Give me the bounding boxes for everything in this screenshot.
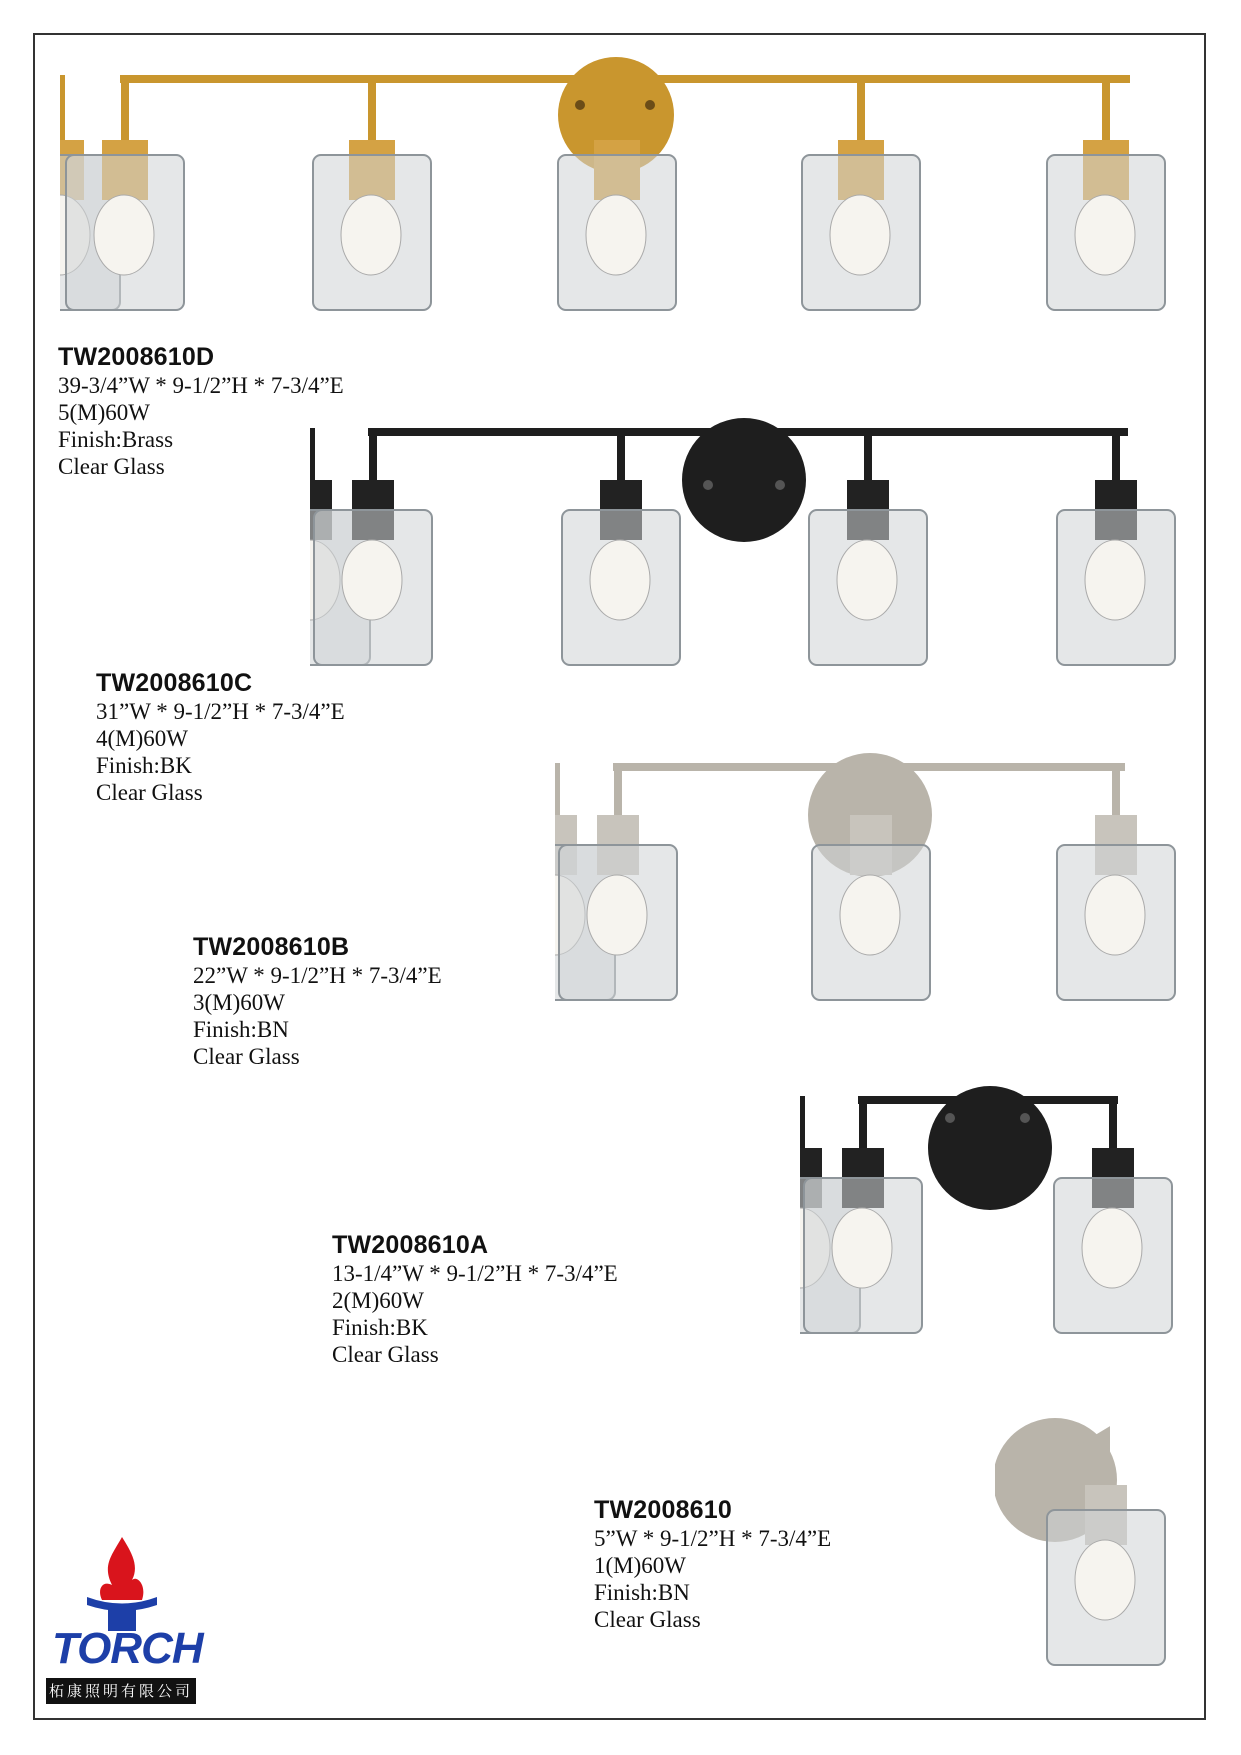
product-dimensions: 13-1/4”W * 9-1/2”H * 7-3/4”E [332, 1261, 618, 1286]
product-model: TW2008610 [594, 1496, 732, 1524]
product-dimensions: 31”W * 9-1/2”H * 7-3/4”E [96, 699, 345, 724]
product-bulbs: 2(M)60W [332, 1288, 424, 1313]
product-dimensions: 39-3/4”W * 9-1/2”H * 7-3/4”E [58, 373, 344, 398]
fixture-image-b [555, 745, 1190, 1005]
product-model: TW2008610D [58, 343, 215, 371]
torch-flame-icon [42, 1535, 202, 1635]
product-spec-b [193, 932, 442, 1070]
product-glass: Clear Glass [332, 1342, 439, 1367]
product-finish: Finish:BN [594, 1580, 690, 1605]
fixture-image-single [995, 1410, 1175, 1670]
product-finish: Finish:BN [193, 1017, 289, 1042]
product-finish: Finish:BK [96, 753, 192, 778]
product-glass: Clear Glass [58, 454, 165, 479]
product-model: TW2008610B [193, 933, 350, 961]
product-glass: Clear Glass [193, 1044, 300, 1069]
logo-company-name: 柘康照明有限公司 [46, 1678, 196, 1704]
product-bulbs: 4(M)60W [96, 726, 188, 751]
fixture-image-d [60, 55, 1190, 315]
product-dimensions: 5”W * 9-1/2”H * 7-3/4”E [594, 1526, 832, 1551]
product-model: TW2008610C [96, 669, 253, 697]
product-bulbs: 1(M)60W [594, 1553, 686, 1578]
product-spec-c [96, 668, 345, 806]
logo-wordmark: TORCH [52, 1624, 203, 1673]
product-spec-d [58, 342, 344, 480]
fixture-image-c [310, 410, 1190, 670]
product-spec-single [594, 1495, 831, 1633]
product-dimensions: 22”W * 9-1/2”H * 7-3/4”E [193, 963, 442, 988]
product-spec-a [332, 1230, 618, 1368]
product-finish: Finish:Brass [58, 427, 174, 452]
product-glass: Clear Glass [594, 1607, 701, 1632]
product-model: TW2008610A [332, 1231, 489, 1259]
product-finish: Finish:BK [332, 1315, 428, 1340]
product-bulbs: 3(M)60W [193, 990, 285, 1015]
product-bulbs: 5(M)60W [58, 400, 150, 425]
fixture-image-a [800, 1078, 1190, 1338]
product-glass: Clear Glass [96, 780, 203, 805]
